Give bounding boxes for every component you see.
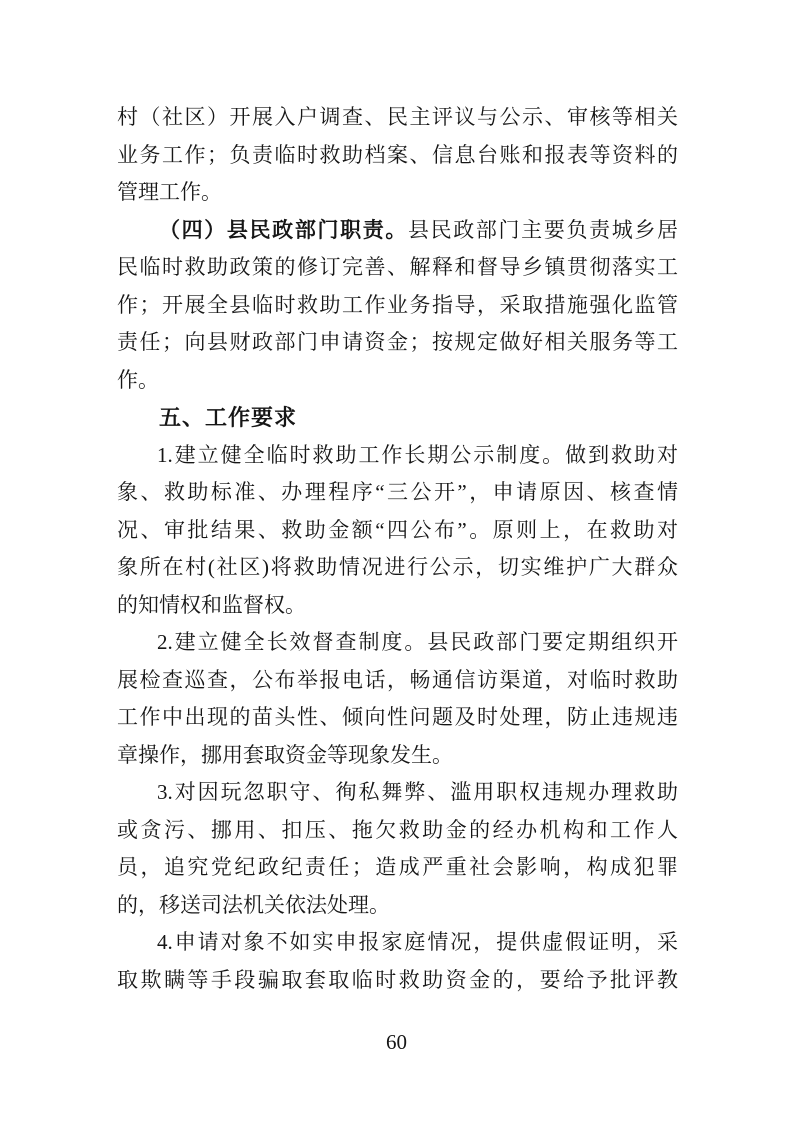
document-line: 业务工作；负责临时救助档案、信息台账和报表等资料的 xyxy=(117,142,678,167)
section-4-body-start: 县民政部门主要负责城乡居 xyxy=(408,217,678,242)
document-line-item-2: 2.建立健全长效督查制度。县民政部门要定期组织开 xyxy=(157,630,678,654)
section-4-title-bold: （四）县民政部门职责。 xyxy=(159,217,408,242)
document-line: 或贪污、挪用、扣压、拖欠救助金的经办机构和工作人 xyxy=(117,817,678,842)
document-line: 员，追究党纪政纪责任；造成严重社会影响，构成犯罪 xyxy=(117,855,678,879)
section-5-heading: 五、工作要求 xyxy=(159,405,298,430)
page-number: 60 xyxy=(386,1030,407,1054)
document-line: 责任；向县财政部门申请资金；按规定做好相关服务等工 xyxy=(117,330,678,354)
document-body xyxy=(117,99,678,999)
document-line-item-1: 1.建立健全临时救助工作长期公示制度。做到救助对 xyxy=(157,442,678,467)
document-line-item-3: 3.对因玩忽职守、徇私舞弊、滥用职权违规办理救助 xyxy=(157,780,678,804)
document-line-item-4: 4.申请对象不如实申报家庭情况，提供虚假证明，采 xyxy=(157,930,678,954)
document-line: 章操作，挪用套取资金等现象发生。 xyxy=(117,742,453,767)
document-line-section-4-head xyxy=(117,212,678,250)
document-line: 作；开展全县临时救助工作业务指导，采取措施强化监管 xyxy=(117,292,678,317)
document-line: 况、审批结果、救助金额“四公布”。原则上，在救助对 xyxy=(117,517,678,542)
document-line: 展检查巡查，公布举报电话，畅通信访渠道，对临时救助 xyxy=(117,667,678,692)
document-line: 象、救助标准、办理程序“三公开”，申请原因、核查情 xyxy=(117,480,678,504)
document-line: 民临时救助政策的修订完善、解释和督导乡镇贯彻落实工 xyxy=(117,255,678,279)
document-line: 工作中出现的苗头性、倾向性问题及时处理，防止违规违 xyxy=(117,705,678,729)
page-footer xyxy=(0,1030,793,1055)
document-line: 村（社区）开展入户调查、民主评议与公示、审核等相关 xyxy=(117,105,678,129)
document-line: 管理工作。 xyxy=(117,180,222,204)
document-line: 取欺瞒等手段骗取套取临时救助资金的，要给予批评教 xyxy=(117,967,678,992)
document-line: 作。 xyxy=(117,367,159,392)
document-line: 象所在村(社区)将救助情况进行公示，切实维护广大群众 xyxy=(117,555,678,579)
document-line: 的，移送司法机关依法处理。 xyxy=(117,892,390,917)
document-line: 的知情权和监督权。 xyxy=(117,592,306,617)
